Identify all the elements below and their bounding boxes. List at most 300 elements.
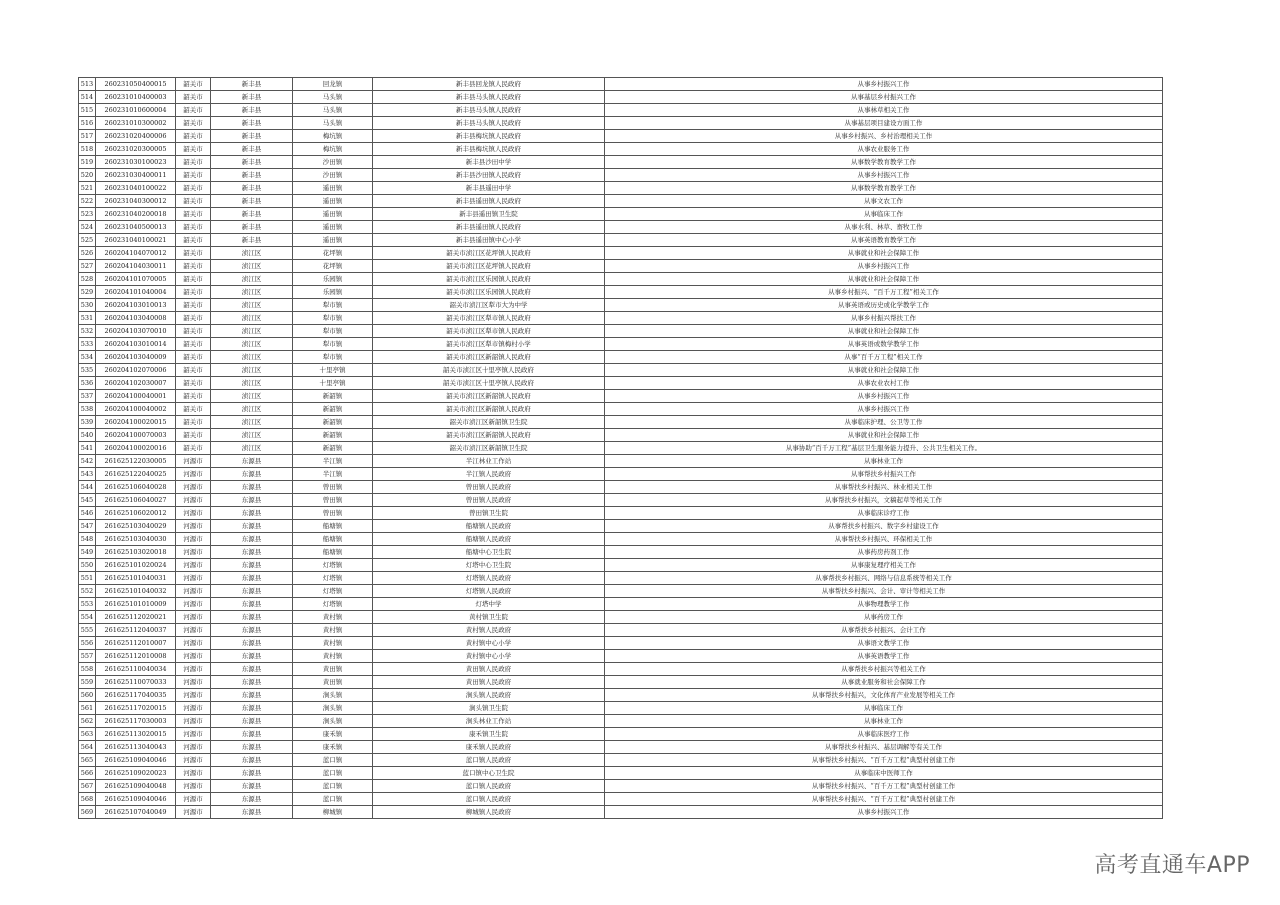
row-number-cell: 548 xyxy=(79,533,96,546)
county-cell: 东源县 xyxy=(211,507,293,520)
table-row xyxy=(79,559,1163,572)
position-code-cell: 261625109040046 xyxy=(96,793,176,806)
county-cell: 新丰县 xyxy=(211,182,293,195)
table-row xyxy=(79,247,1163,260)
job-description-cell: 从事药房药剂工作 xyxy=(605,546,1163,559)
position-code-cell: 261625101010009 xyxy=(96,598,176,611)
town-cell: 花坪镇 xyxy=(293,247,373,260)
city-cell: 韶关市 xyxy=(176,286,211,299)
county-cell: 东源县 xyxy=(211,663,293,676)
job-description-cell: 从事文农工作 xyxy=(605,195,1163,208)
table-row xyxy=(79,598,1163,611)
position-code-cell: 261625107040049 xyxy=(96,806,176,819)
position-code-cell: 260204103010014 xyxy=(96,338,176,351)
table-row xyxy=(79,663,1163,676)
city-cell: 河源市 xyxy=(176,624,211,637)
county-cell: 东源县 xyxy=(211,728,293,741)
job-description-cell: 从事帮扶乡村振兴、网络与信息系统等相关工作 xyxy=(605,572,1163,585)
job-description-cell: 从事就业和社会保障工作 xyxy=(605,429,1163,442)
table-row xyxy=(79,338,1163,351)
city-cell: 韶关市 xyxy=(176,416,211,429)
town-cell: 黄村镇 xyxy=(293,650,373,663)
job-description-cell: 从事英语或数学教学工作 xyxy=(605,338,1163,351)
row-number-cell: 569 xyxy=(79,806,96,819)
town-cell: 灯塔镇 xyxy=(293,585,373,598)
row-number-cell: 525 xyxy=(79,234,96,247)
position-code-cell: 260204100070003 xyxy=(96,429,176,442)
employer-cell: 船塘镇人民政府 xyxy=(373,520,605,533)
city-cell: 河源市 xyxy=(176,754,211,767)
town-cell: 柳城镇 xyxy=(293,806,373,819)
row-number-cell: 561 xyxy=(79,702,96,715)
row-number-cell: 562 xyxy=(79,715,96,728)
county-cell: 东源县 xyxy=(211,715,293,728)
county-cell: 东源县 xyxy=(211,572,293,585)
row-number-cell: 537 xyxy=(79,390,96,403)
row-number-cell: 560 xyxy=(79,689,96,702)
employer-cell: 韶关市浈江区新韶镇卫生院 xyxy=(373,416,605,429)
job-description-cell: 从事英语教学工作 xyxy=(605,650,1163,663)
row-number-cell: 530 xyxy=(79,299,96,312)
position-code-cell: 261625109020023 xyxy=(96,767,176,780)
employer-cell: 康禾镇人民政府 xyxy=(373,741,605,754)
position-code-cell: 261625112010007 xyxy=(96,637,176,650)
job-description-cell: 从事就业和社会保障工作 xyxy=(605,364,1163,377)
position-code-cell: 260204100040002 xyxy=(96,403,176,416)
table-row xyxy=(79,221,1163,234)
table-row xyxy=(79,754,1163,767)
city-cell: 韶关市 xyxy=(176,377,211,390)
position-code-cell: 261625103020018 xyxy=(96,546,176,559)
city-cell: 韶关市 xyxy=(176,312,211,325)
job-description-cell: 从事帮扶乡村振兴、“百千万工程”典型村创建工作 xyxy=(605,754,1163,767)
job-description-cell: 从事就业服务和社会保障工作 xyxy=(605,676,1163,689)
city-cell: 韶关市 xyxy=(176,91,211,104)
city-cell: 韶关市 xyxy=(176,390,211,403)
row-number-cell: 529 xyxy=(79,286,96,299)
position-code-cell: 260231020400006 xyxy=(96,130,176,143)
employer-cell: 新丰县马头镇人民政府 xyxy=(373,117,605,130)
county-cell: 新丰县 xyxy=(211,91,293,104)
job-description-cell: 从事临床医疗工作 xyxy=(605,728,1163,741)
row-number-cell: 558 xyxy=(79,663,96,676)
employer-cell: 柳城镇人民政府 xyxy=(373,806,605,819)
city-cell: 韶关市 xyxy=(176,195,211,208)
city-cell: 河源市 xyxy=(176,741,211,754)
row-number-cell: 534 xyxy=(79,351,96,364)
position-code-cell: 261625106020012 xyxy=(96,507,176,520)
town-cell: 犁市镇 xyxy=(293,338,373,351)
employer-cell: 黄村镇卫生院 xyxy=(373,611,605,624)
county-cell: 浈江区 xyxy=(211,286,293,299)
city-cell: 韶关市 xyxy=(176,273,211,286)
row-number-cell: 542 xyxy=(79,455,96,468)
job-description-cell: 从事林业工作 xyxy=(605,715,1163,728)
employer-cell: 新丰县梅坑镇人民政府 xyxy=(373,143,605,156)
position-code-cell: 261625112040037 xyxy=(96,624,176,637)
city-cell: 韶关市 xyxy=(176,260,211,273)
employer-cell: 涧头林业工作站 xyxy=(373,715,605,728)
row-number-cell: 546 xyxy=(79,507,96,520)
job-description-cell: 从事水利、林草、畜牧工作 xyxy=(605,221,1163,234)
county-cell: 东源县 xyxy=(211,806,293,819)
employer-cell: 半江镇人民政府 xyxy=(373,468,605,481)
county-cell: 浈江区 xyxy=(211,429,293,442)
table-row xyxy=(79,507,1163,520)
employer-cell: 涧头镇卫生院 xyxy=(373,702,605,715)
position-code-cell: 260231030400011 xyxy=(96,169,176,182)
town-cell: 船塘镇 xyxy=(293,546,373,559)
city-cell: 河源市 xyxy=(176,728,211,741)
row-number-cell: 568 xyxy=(79,793,96,806)
row-number-cell: 527 xyxy=(79,260,96,273)
job-description-cell: 从事帮扶乡村振兴、数字乡村建设工作 xyxy=(605,520,1163,533)
town-cell: 沙田镇 xyxy=(293,169,373,182)
table-row xyxy=(79,117,1163,130)
job-description-cell: 从事数学教育教学工作 xyxy=(605,182,1163,195)
town-cell: 遥田镇 xyxy=(293,195,373,208)
table-row xyxy=(79,650,1163,663)
position-code-cell: 260231040100022 xyxy=(96,182,176,195)
county-cell: 东源县 xyxy=(211,637,293,650)
table-row xyxy=(79,533,1163,546)
county-cell: 东源县 xyxy=(211,780,293,793)
table-row xyxy=(79,429,1163,442)
employer-cell: 韶关市浈江区花坪镇人民政府 xyxy=(373,260,605,273)
row-number-cell: 545 xyxy=(79,494,96,507)
town-cell: 涧头镇 xyxy=(293,689,373,702)
town-cell: 黄村镇 xyxy=(293,637,373,650)
town-cell: 蓝口镇 xyxy=(293,767,373,780)
town-cell: 梅坑镇 xyxy=(293,143,373,156)
job-description-cell: 从事基层乡村振兴工作 xyxy=(605,91,1163,104)
city-cell: 韶关市 xyxy=(176,299,211,312)
town-cell: 新韶镇 xyxy=(293,403,373,416)
job-description-cell: 从事帮扶乡村振兴、基层调解等有关工作 xyxy=(605,741,1163,754)
county-cell: 东源县 xyxy=(211,624,293,637)
table-row xyxy=(79,468,1163,481)
town-cell: 遥田镇 xyxy=(293,182,373,195)
position-code-cell: 260204103040009 xyxy=(96,351,176,364)
job-description-cell: 从事林草相关工作 xyxy=(605,104,1163,117)
row-number-cell: 539 xyxy=(79,416,96,429)
position-code-cell: 261625110040034 xyxy=(96,663,176,676)
city-cell: 河源市 xyxy=(176,676,211,689)
job-description-cell: 从事基层项目建设方面工作 xyxy=(605,117,1163,130)
city-cell: 韶关市 xyxy=(176,156,211,169)
employer-cell: 韶关市浈江区乐园镇人民政府 xyxy=(373,286,605,299)
position-code-cell: 261625122040025 xyxy=(96,468,176,481)
town-cell: 曾田镇 xyxy=(293,507,373,520)
town-cell: 灯塔镇 xyxy=(293,572,373,585)
town-cell: 乐园镇 xyxy=(293,273,373,286)
employer-cell: 韶关市浈江区犁市镇梅村小学 xyxy=(373,338,605,351)
position-code-cell: 261625117040035 xyxy=(96,689,176,702)
employer-cell: 韶关市浈江区新韶镇人民政府 xyxy=(373,429,605,442)
employer-cell: 新丰县遥田镇人民政府 xyxy=(373,195,605,208)
town-cell: 犁市镇 xyxy=(293,312,373,325)
table-row xyxy=(79,104,1163,117)
job-description-cell: 从事帮扶乡村振兴、“百千万工程”典型村创建工作 xyxy=(605,780,1163,793)
town-cell: 船塘镇 xyxy=(293,533,373,546)
town-cell: 遥田镇 xyxy=(293,234,373,247)
city-cell: 韶关市 xyxy=(176,247,211,260)
position-code-cell: 261625101040032 xyxy=(96,585,176,598)
position-code-cell: 260231050400015 xyxy=(96,78,176,91)
table-row xyxy=(79,702,1163,715)
row-number-cell: 556 xyxy=(79,637,96,650)
employer-cell: 新丰县遥田镇人民政府 xyxy=(373,221,605,234)
job-description-cell: 从事就业和社会保障工作 xyxy=(605,325,1163,338)
row-number-cell: 554 xyxy=(79,611,96,624)
employer-cell: 新丰县遥田镇卫生院 xyxy=(373,208,605,221)
county-cell: 浈江区 xyxy=(211,442,293,455)
county-cell: 新丰县 xyxy=(211,156,293,169)
town-cell: 马头镇 xyxy=(293,104,373,117)
city-cell: 韶关市 xyxy=(176,364,211,377)
town-cell: 灯塔镇 xyxy=(293,598,373,611)
city-cell: 河源市 xyxy=(176,494,211,507)
job-description-cell: 从事林业工作 xyxy=(605,455,1163,468)
city-cell: 河源市 xyxy=(176,507,211,520)
town-cell: 回龙镇 xyxy=(293,78,373,91)
county-cell: 浈江区 xyxy=(211,416,293,429)
table-row xyxy=(79,520,1163,533)
city-cell: 韶关市 xyxy=(176,429,211,442)
employer-cell: 蓝口镇人民政府 xyxy=(373,754,605,767)
county-cell: 东源县 xyxy=(211,741,293,754)
job-description-cell: 从事药房工作 xyxy=(605,611,1163,624)
town-cell: 涧头镇 xyxy=(293,702,373,715)
position-code-cell: 260231040200018 xyxy=(96,208,176,221)
position-code-cell: 260204104070012 xyxy=(96,247,176,260)
town-cell: 新韶镇 xyxy=(293,416,373,429)
table-row xyxy=(79,442,1163,455)
county-cell: 东源县 xyxy=(211,533,293,546)
county-cell: 浈江区 xyxy=(211,325,293,338)
county-cell: 东源县 xyxy=(211,676,293,689)
city-cell: 韶关市 xyxy=(176,403,211,416)
city-cell: 韶关市 xyxy=(176,182,211,195)
row-number-cell: 563 xyxy=(79,728,96,741)
row-number-cell: 533 xyxy=(79,338,96,351)
town-cell: 黄村镇 xyxy=(293,611,373,624)
county-cell: 东源县 xyxy=(211,689,293,702)
town-cell: 曾田镇 xyxy=(293,481,373,494)
job-description-cell: 从事乡村振兴工作 xyxy=(605,390,1163,403)
table-row xyxy=(79,403,1163,416)
employer-cell: 灯塔中心卫生院 xyxy=(373,559,605,572)
county-cell: 新丰县 xyxy=(211,169,293,182)
county-cell: 浈江区 xyxy=(211,260,293,273)
job-description-cell: 从事临床工作 xyxy=(605,208,1163,221)
employer-cell: 黄田镇人民政府 xyxy=(373,663,605,676)
city-cell: 河源市 xyxy=(176,663,211,676)
position-code-cell: 260231020300005 xyxy=(96,143,176,156)
table-body xyxy=(79,78,1163,819)
row-number-cell: 523 xyxy=(79,208,96,221)
row-number-cell: 535 xyxy=(79,364,96,377)
job-description-cell: 从事临床诊疗工作 xyxy=(605,507,1163,520)
employer-cell: 蓝口镇人民政府 xyxy=(373,780,605,793)
table-row xyxy=(79,273,1163,286)
city-cell: 韶关市 xyxy=(176,78,211,91)
job-description-cell: 从事康复理疗相关工作 xyxy=(605,559,1163,572)
position-code-cell: 261625110070033 xyxy=(96,676,176,689)
county-cell: 东源县 xyxy=(211,650,293,663)
employer-cell: 灯塔中学 xyxy=(373,598,605,611)
employer-cell: 新丰县遥田镇中心小学 xyxy=(373,234,605,247)
row-number-cell: 550 xyxy=(79,559,96,572)
employer-cell: 韶关市浈江区新韶镇卫生院 xyxy=(373,442,605,455)
job-description-cell: 从事帮扶乡村振兴，文稿起草等相关工作 xyxy=(605,494,1163,507)
employer-cell: 新丰县沙田中学 xyxy=(373,156,605,169)
employer-cell: 新丰县梅坑镇人民政府 xyxy=(373,130,605,143)
row-number-cell: 549 xyxy=(79,546,96,559)
employer-cell: 半江林业工作站 xyxy=(373,455,605,468)
employer-cell: 韶关市浈江区十里亭镇人民政府 xyxy=(373,364,605,377)
town-cell: 马头镇 xyxy=(293,117,373,130)
city-cell: 河源市 xyxy=(176,611,211,624)
town-cell: 黄村镇 xyxy=(293,624,373,637)
position-code-cell: 261625113020015 xyxy=(96,728,176,741)
job-description-cell: 从事临床工作 xyxy=(605,702,1163,715)
job-description-cell: 从事临床护理、公卫等工作 xyxy=(605,416,1163,429)
county-cell: 东源县 xyxy=(211,455,293,468)
row-number-cell: 521 xyxy=(79,182,96,195)
row-number-cell: 557 xyxy=(79,650,96,663)
city-cell: 河源市 xyxy=(176,598,211,611)
row-number-cell: 536 xyxy=(79,377,96,390)
position-code-cell: 261625112010008 xyxy=(96,650,176,663)
employer-cell: 灯塔镇人民政府 xyxy=(373,572,605,585)
row-number-cell: 547 xyxy=(79,520,96,533)
employer-cell: 新丰县马头镇人民政府 xyxy=(373,91,605,104)
table-row xyxy=(79,494,1163,507)
city-cell: 河源市 xyxy=(176,468,211,481)
table-row xyxy=(79,195,1163,208)
position-code-cell: 260231040500013 xyxy=(96,221,176,234)
city-cell: 韶关市 xyxy=(176,442,211,455)
county-cell: 东源县 xyxy=(211,793,293,806)
row-number-cell: 564 xyxy=(79,741,96,754)
county-cell: 新丰县 xyxy=(211,104,293,117)
city-cell: 韶关市 xyxy=(176,221,211,234)
employer-cell: 韶关市浈江区新韶镇人民政府 xyxy=(373,351,605,364)
row-number-cell: 566 xyxy=(79,767,96,780)
town-cell: 康禾镇 xyxy=(293,741,373,754)
county-cell: 浈江区 xyxy=(211,390,293,403)
city-cell: 河源市 xyxy=(176,806,211,819)
county-cell: 东源县 xyxy=(211,702,293,715)
table-row xyxy=(79,234,1163,247)
employer-cell: 韶关市浈江区犁市大为中学 xyxy=(373,299,605,312)
row-number-cell: 565 xyxy=(79,754,96,767)
town-cell: 蓝口镇 xyxy=(293,780,373,793)
town-cell: 梅坑镇 xyxy=(293,130,373,143)
employer-cell: 韶关市浈江区乐园镇人民政府 xyxy=(373,273,605,286)
table-row xyxy=(79,377,1163,390)
job-description-cell: 从事乡村振兴工作 xyxy=(605,806,1163,819)
employer-cell: 韶关市浈江区犁市镇人民政府 xyxy=(373,325,605,338)
position-code-cell: 261625103040029 xyxy=(96,520,176,533)
job-description-cell: 从事乡村振兴、乡村治理相关工作 xyxy=(605,130,1163,143)
position-code-cell: 260204101070005 xyxy=(96,273,176,286)
town-cell: 曾田镇 xyxy=(293,494,373,507)
row-number-cell: 532 xyxy=(79,325,96,338)
row-number-cell: 540 xyxy=(79,429,96,442)
city-cell: 河源市 xyxy=(176,793,211,806)
job-description-cell: 从事英语或历史或化学教学工作 xyxy=(605,299,1163,312)
employer-cell: 韶关市浈江区新韶镇人民政府 xyxy=(373,403,605,416)
row-number-cell: 553 xyxy=(79,598,96,611)
table-row xyxy=(79,585,1163,598)
position-code-cell: 260231010400003 xyxy=(96,91,176,104)
employer-cell: 新丰县马头镇人民政府 xyxy=(373,104,605,117)
job-description-cell: 从事乡村振兴工作 xyxy=(605,169,1163,182)
county-cell: 浈江区 xyxy=(211,338,293,351)
county-cell: 浈江区 xyxy=(211,247,293,260)
position-code-cell: 260204100020015 xyxy=(96,416,176,429)
position-code-cell: 261625112020021 xyxy=(96,611,176,624)
employer-cell: 黄田镇人民政府 xyxy=(373,676,605,689)
county-cell: 东源县 xyxy=(211,520,293,533)
position-code-cell: 260204102070006 xyxy=(96,364,176,377)
table-row xyxy=(79,806,1163,819)
county-cell: 东源县 xyxy=(211,494,293,507)
town-cell: 犁市镇 xyxy=(293,351,373,364)
table-row xyxy=(79,78,1163,91)
town-cell: 船塘镇 xyxy=(293,520,373,533)
town-cell: 沙田镇 xyxy=(293,156,373,169)
row-number-cell: 552 xyxy=(79,585,96,598)
employer-cell: 曾田镇卫生院 xyxy=(373,507,605,520)
employer-cell: 黄村镇中心小学 xyxy=(373,650,605,663)
position-code-cell: 260231040100021 xyxy=(96,234,176,247)
city-cell: 韶关市 xyxy=(176,234,211,247)
city-cell: 河源市 xyxy=(176,481,211,494)
row-number-cell: 528 xyxy=(79,273,96,286)
table-row xyxy=(79,676,1163,689)
county-cell: 新丰县 xyxy=(211,143,293,156)
position-code-cell: 261625122030005 xyxy=(96,455,176,468)
employer-cell: 韶关市浈江区新韶镇人民政府 xyxy=(373,390,605,403)
job-description-cell: 从事乡村振兴帮扶工作 xyxy=(605,312,1163,325)
job-description-cell: 从事乡村振兴工作 xyxy=(605,260,1163,273)
city-cell: 韶关市 xyxy=(176,208,211,221)
employer-cell: 韶关市浈江区十里亭镇人民政府 xyxy=(373,377,605,390)
county-cell: 东源县 xyxy=(211,767,293,780)
town-cell: 新韶镇 xyxy=(293,390,373,403)
employer-cell: 韶关市浈江区犁市镇人民政府 xyxy=(373,312,605,325)
table-row xyxy=(79,546,1163,559)
town-cell: 半江镇 xyxy=(293,468,373,481)
town-cell: 遥田镇 xyxy=(293,221,373,234)
job-description-cell: 从事帮扶乡村振兴工作 xyxy=(605,468,1163,481)
row-number-cell: 541 xyxy=(79,442,96,455)
job-description-cell: 从事农业服务工作 xyxy=(605,143,1163,156)
position-code-cell: 260204103070010 xyxy=(96,325,176,338)
city-cell: 河源市 xyxy=(176,637,211,650)
employer-cell: 灯塔镇人民政府 xyxy=(373,585,605,598)
table-row xyxy=(79,208,1163,221)
town-cell: 康禾镇 xyxy=(293,728,373,741)
table-row xyxy=(79,715,1163,728)
table-row xyxy=(79,611,1163,624)
job-description-cell: 从事乡村振兴、“百千万工程”相关工作 xyxy=(605,286,1163,299)
town-cell: 半江镇 xyxy=(293,455,373,468)
employer-cell: 新丰县遥田中学 xyxy=(373,182,605,195)
